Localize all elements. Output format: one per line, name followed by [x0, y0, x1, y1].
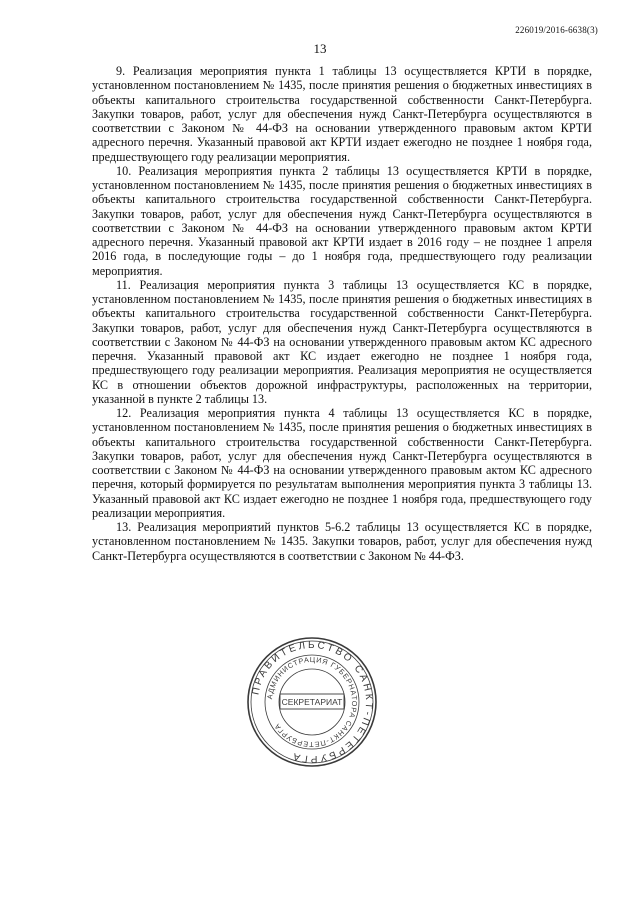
document-id: 226019/2016-6638(3) [515, 25, 598, 35]
page-number: 13 [313, 41, 327, 56]
paragraph-12: 12. Реализация мероприятия пункта 4 таблицы 13 осуществляется КС в порядке, установленном постановлением № 1435, после принятия решения о бюджетных инвестициях в объекты капитального строительства государственной собственности Санкт-Петербурга. Закупки товаров, работ, услуг для обеспечения нужд Санкт-Петербурга осуществляются в соответствии с Законом № 44-ФЗ на основании утвержденного правовым актом КС адресного перечня, который формируется по результатам выполнения мероприятия пункта 3 таблицы 13. Указанный правовой акт КС издает ежегодно не позднее 1 ноября года, предшествующего году реализации мероприятия. [92, 406, 592, 520]
official-seal-stamp [246, 636, 378, 768]
seal-inner-text: АДМИНИСТРАЦИЯ ГУБЕРНАТОРА САНКТ-ПЕТЕРБУРГА [265, 654, 360, 750]
paragraph-11: 11. Реализация мероприятия пункта 3 таблицы 13 осуществляется КС в порядке, установленном постановлением № 1435, после принятия решения о бюджетных инвестициях в объекты капитального строительства государственной собственности Санкт-Петербурга. Закупки товаров, работ, услуг для обеспечения нужд Санкт-Петербурга осуществляются в соответствии с Законом № 44-ФЗ на основании утвержденного правовым актом КС адресного перечня. Указанный правовой акт КС издает ежегодно не позднее 1 ноября года, предшествующего году реализации мероприятия. Реализация мероприятия не осуществляется КС в отношении объектов дорожной инфраструктуры, расположенных на территории, указанной в пункте 2 таблицы 13. [92, 277, 592, 406]
paragraph-9: 9. Реализация мероприятия пункта 1 таблицы 13 осуществляется КРТИ в порядке, установленном постановлением № 1435, после принятия решения о бюджетных инвестициях в объекты капитального строительства государственной собственности Санкт-Петербурга. Закупки товаров, работ, услуг для обеспечения нужд Санкт-Петербурга осуществляются в соответствии с Законом № 44-ФЗ на основании утвержденного правовым актом КРТИ адресного перечня. Указанный правовой акт КРТИ издает ежегодно не позднее 1 ноября года, предшествующего году реализации мероприятия. [92, 64, 592, 164]
seal-outer-text: ПРАВИТЕЛЬСТВО САНКТ-ПЕТЕРБУРГА [250, 639, 375, 765]
seal-center-text: СЕКРЕТАРИАТ [281, 697, 343, 707]
paragraph-13: 13. Реализация мероприятий пунктов 5-6.2 таблицы 13 осуществляется КС в порядке, установленном постановлением № 1435. Закупки товаров, работ, услуг для обеспечения нужд Санкт-Петербурга осуществляются в соответствии с Законом № 44-ФЗ. [92, 520, 592, 563]
document-body [92, 64, 592, 563]
seal-graphic [246, 636, 378, 768]
paragraph-10: 10. Реализация мероприятия пункта 2 таблицы 13 осуществляется КРТИ в порядке, установленном постановлением № 1435, после принятия решения о бюджетных инвестициях в объекты капитального строительства государственной собственности Санкт-Петербурга. Закупки товаров, работ, услуг для обеспечения нужд Санкт-Петербурга осуществляются в соответствии с Законом № 44-ФЗ на основании утвержденного правовым актом КРТИ адресного перечня. Указанный правовой акт КРТИ издает в 2016 году – не позднее 1 апреля 2016 года, в последующие годы – до 1 ноября года, предшествующего году реализации мероприятия. [92, 163, 592, 278]
